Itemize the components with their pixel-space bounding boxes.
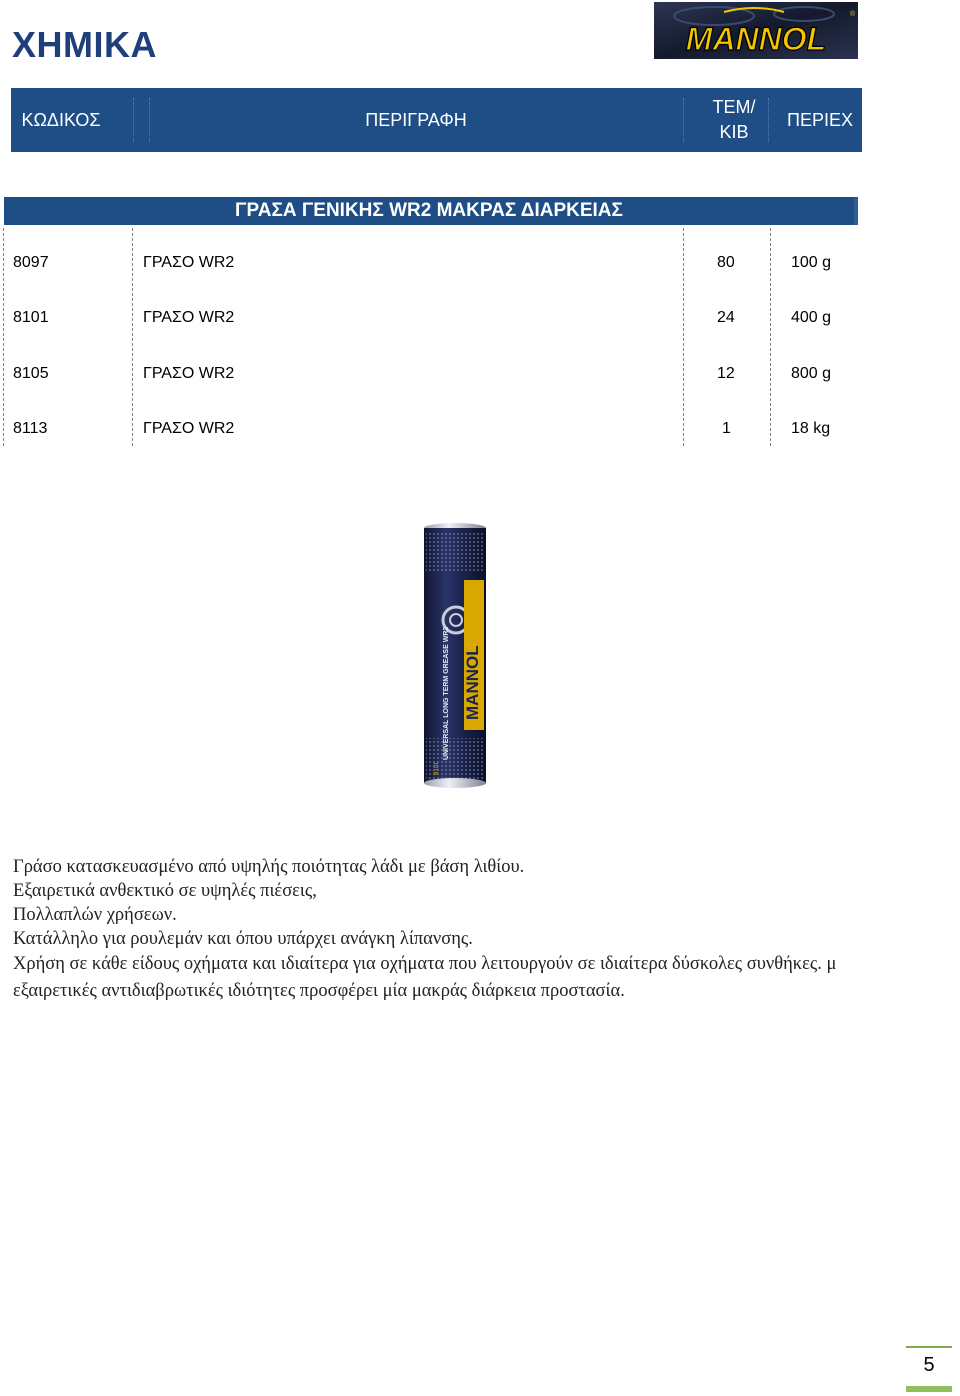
row-units: 24 <box>717 309 735 326</box>
row-contents: 100 g <box>791 254 832 271</box>
row-contents: 18 kg <box>791 420 831 437</box>
description-line: Εξαιρετικά ανθεκτικό σε υψηλές πιέσεις, <box>13 881 317 901</box>
row-code: 8097 <box>13 254 49 271</box>
row-code: 8105 <box>13 365 49 382</box>
description-line: Χρήση σε κάθε είδους οχήματα και ιδιαίτερα για οχήματα που λειτουργούν σε ιδιαίτερα δύσκολες συνθήκες. μ εξαιρετικές αντιδιαβρωτικές ιδιότητες προσφέρει μία μακράς διάρκεια προστασία. <box>13 954 837 1001</box>
row-description: ΓΡΑΣΟ WR2 <box>143 420 235 437</box>
table-header <box>11 88 862 152</box>
description-line: Κατάλληλο για ρουλεμάν και όπου υπάρχει ανάγκη λίπανσης. <box>13 929 473 949</box>
row-units: 12 <box>717 365 735 382</box>
section-title-bar <box>4 197 858 225</box>
table-row <box>0 238 860 294</box>
table-row <box>0 293 860 349</box>
svg-text:®: ® <box>850 11 856 18</box>
page-title: ΧΗΜΙΚΑ <box>12 24 157 65</box>
row-code: 8113 <box>13 420 48 437</box>
mannol-logo <box>654 2 858 59</box>
row-description: ΓΡΑΣΟ WR2 <box>143 254 235 271</box>
header-code: ΚΩΔΙΚΟΣ <box>21 109 101 130</box>
description-line: Πολλαπλών χρήσεων. <box>13 905 177 925</box>
row-description: ΓΡΑΣΟ WR2 <box>143 365 235 382</box>
description-line: Γράσο κατασκευασμένο από υψηλής ποιότητας λάδι με βάση λιθίου. <box>13 857 525 877</box>
grease-cartridge-image <box>400 520 510 795</box>
cartridge-label: UNIVERSAL LONG TERM GREASE WR2 <box>443 626 450 760</box>
row-description: ΓΡΑΣΟ WR2 <box>143 309 235 326</box>
cartridge-code: 8101 <box>434 761 440 775</box>
page-number: 5 <box>923 1354 935 1376</box>
row-units: 80 <box>717 254 735 271</box>
header-contents: ΠΕΡΙΕΧ <box>786 109 854 130</box>
header-units-line2: ΚΙΒ <box>719 122 749 142</box>
header-units-line1: ΤΕΜ/ <box>712 97 756 117</box>
row-code: 8101 <box>13 309 49 326</box>
table-row <box>0 404 860 460</box>
row-contents: 800 g <box>791 365 832 382</box>
product-description <box>13 855 853 1005</box>
row-contents: 400 g <box>791 309 832 326</box>
row-units: 1 <box>722 420 731 437</box>
cartridge-brand: MANNOL <box>463 645 482 720</box>
table-row <box>0 349 860 405</box>
logo-text: MANNOL <box>685 21 827 57</box>
section-title: ΓΡΑΣΑ ΓΕΝΙΚΗΣ WR2 ΜΑΚΡΑΣ ΔΙΑΡΚΕΙΑΣ <box>235 200 623 221</box>
header-description: ΠΕΡΙΓΡΑΦΗ <box>365 109 467 130</box>
header-units <box>687 88 781 152</box>
